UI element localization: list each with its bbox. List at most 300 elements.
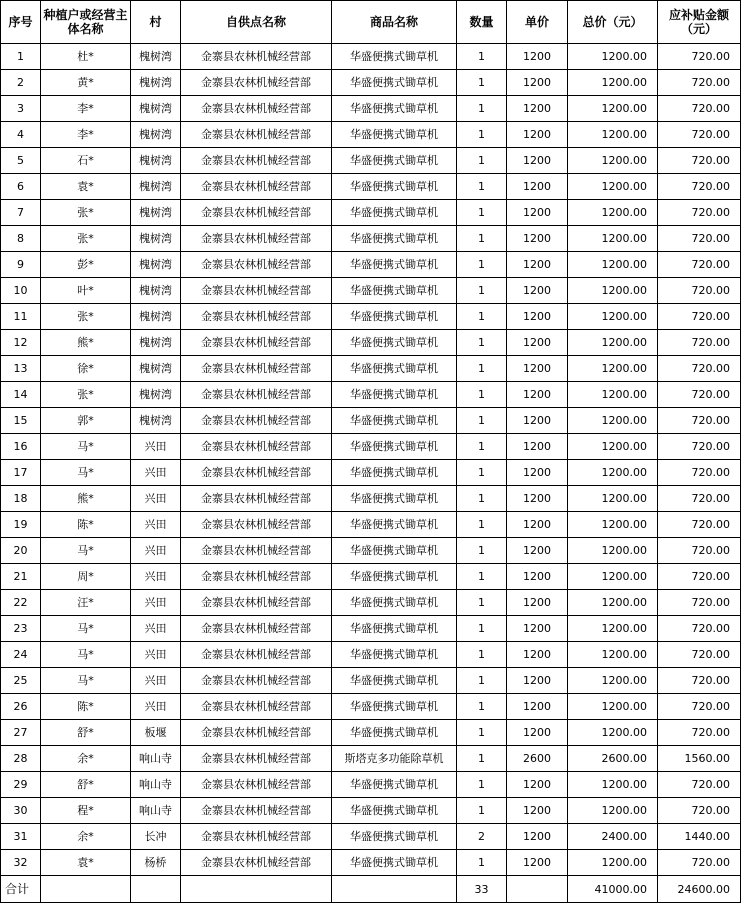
- cell-unit-price: 1200: [507, 252, 568, 278]
- cell-seq: 4: [1, 122, 41, 148]
- cell-unit-price: 1200: [507, 96, 568, 122]
- cell-village: 兴田: [131, 434, 181, 460]
- cell-grower: 张*: [41, 226, 131, 252]
- cell-grower: 徐*: [41, 356, 131, 382]
- cell-subsidy: 720.00: [658, 122, 741, 148]
- table-row: [1, 798, 741, 824]
- cell-product: 华盛便携式锄草机: [332, 512, 457, 538]
- cell-total-price: 1200.00: [568, 356, 658, 382]
- cell-product: 华盛便携式锄草机: [332, 538, 457, 564]
- totals-qty: 33: [457, 876, 507, 903]
- cell-grower: 熊*: [41, 486, 131, 512]
- table-row: [1, 486, 741, 512]
- totals-empty-product: [332, 876, 457, 903]
- cell-subsidy: 720.00: [658, 70, 741, 96]
- cell-unit-price: 1200: [507, 356, 568, 382]
- cell-village: 兴田: [131, 590, 181, 616]
- table-row: [1, 590, 741, 616]
- table-row: [1, 44, 741, 70]
- cell-village: 兴田: [131, 486, 181, 512]
- cell-total-price: 1200.00: [568, 174, 658, 200]
- cell-subsidy: 720.00: [658, 330, 741, 356]
- cell-subsidy: 720.00: [658, 356, 741, 382]
- cell-supplier: 金寨县农林机械经营部: [181, 434, 332, 460]
- cell-supplier: 金寨县农林机械经营部: [181, 330, 332, 356]
- cell-total-price: 1200.00: [568, 642, 658, 668]
- cell-qty: 1: [457, 434, 507, 460]
- cell-seq: 12: [1, 330, 41, 356]
- cell-supplier: 金寨县农林机械经营部: [181, 122, 332, 148]
- cell-seq: 32: [1, 850, 41, 876]
- cell-village: 兴田: [131, 616, 181, 642]
- cell-supplier: 金寨县农林机械经营部: [181, 226, 332, 252]
- cell-total-price: 1200.00: [568, 798, 658, 824]
- cell-supplier: 金寨县农林机械经营部: [181, 850, 332, 876]
- cell-total-price: 1200.00: [568, 486, 658, 512]
- header-supplier: 自供点名称: [181, 1, 332, 44]
- cell-supplier: 金寨县农林机械经营部: [181, 408, 332, 434]
- cell-product: 华盛便携式锄草机: [332, 356, 457, 382]
- cell-total-price: 1200.00: [568, 616, 658, 642]
- table-row: [1, 694, 741, 720]
- cell-grower: 余*: [41, 824, 131, 850]
- header-product: 商品名称: [332, 1, 457, 44]
- cell-qty: 1: [457, 616, 507, 642]
- cell-unit-price: 1200: [507, 512, 568, 538]
- cell-village: 兴田: [131, 538, 181, 564]
- header-seq: 序号: [1, 1, 41, 44]
- totals-empty-village: [131, 876, 181, 903]
- cell-seq: 25: [1, 668, 41, 694]
- cell-qty: 1: [457, 642, 507, 668]
- cell-unit-price: 1200: [507, 460, 568, 486]
- cell-supplier: 金寨县农林机械经营部: [181, 668, 332, 694]
- cell-supplier: 金寨县农林机械经营部: [181, 486, 332, 512]
- cell-subsidy: 720.00: [658, 564, 741, 590]
- cell-supplier: 金寨县农林机械经营部: [181, 460, 332, 486]
- cell-qty: 1: [457, 538, 507, 564]
- cell-grower: 陈*: [41, 694, 131, 720]
- cell-product: 华盛便携式锄草机: [332, 408, 457, 434]
- cell-village: 兴田: [131, 642, 181, 668]
- cell-grower: 彭*: [41, 252, 131, 278]
- cell-seq: 6: [1, 174, 41, 200]
- cell-village: 兴田: [131, 460, 181, 486]
- cell-village: 槐树湾: [131, 122, 181, 148]
- cell-subsidy: 720.00: [658, 512, 741, 538]
- cell-total-price: 2600.00: [568, 746, 658, 772]
- cell-unit-price: 1200: [507, 44, 568, 70]
- totals-label: 合计: [1, 876, 41, 903]
- cell-qty: 1: [457, 70, 507, 96]
- cell-subsidy: 720.00: [658, 382, 741, 408]
- cell-grower: 熊*: [41, 330, 131, 356]
- cell-unit-price: 1200: [507, 304, 568, 330]
- cell-unit-price: 1200: [507, 486, 568, 512]
- cell-supplier: 金寨县农林机械经营部: [181, 512, 332, 538]
- cell-unit-price: 1200: [507, 330, 568, 356]
- cell-seq: 31: [1, 824, 41, 850]
- cell-product: 华盛便携式锄草机: [332, 278, 457, 304]
- cell-village: 槐树湾: [131, 174, 181, 200]
- cell-product: 华盛便携式锄草机: [332, 486, 457, 512]
- cell-subsidy: 720.00: [658, 278, 741, 304]
- cell-village: 槐树湾: [131, 148, 181, 174]
- cell-unit-price: 1200: [507, 70, 568, 96]
- cell-total-price: 1200.00: [568, 512, 658, 538]
- cell-total-price: 2400.00: [568, 824, 658, 850]
- totals-empty-grower: [41, 876, 131, 903]
- cell-subsidy: 720.00: [658, 460, 741, 486]
- cell-grower: 马*: [41, 668, 131, 694]
- cell-seq: 19: [1, 512, 41, 538]
- cell-seq: 1: [1, 44, 41, 70]
- cell-product: 华盛便携式锄草机: [332, 798, 457, 824]
- cell-village: 槐树湾: [131, 200, 181, 226]
- cell-supplier: 金寨县农林机械经营部: [181, 96, 332, 122]
- cell-qty: 1: [457, 798, 507, 824]
- cell-unit-price: 1200: [507, 824, 568, 850]
- cell-village: 响山寺: [131, 798, 181, 824]
- cell-seq: 29: [1, 772, 41, 798]
- cell-seq: 16: [1, 434, 41, 460]
- cell-supplier: 金寨县农林机械经营部: [181, 590, 332, 616]
- cell-total-price: 1200.00: [568, 538, 658, 564]
- totals-subsidy: 24600.00: [658, 876, 741, 903]
- cell-total-price: 1200.00: [568, 850, 658, 876]
- cell-grower: 袁*: [41, 174, 131, 200]
- table-row: [1, 252, 741, 278]
- cell-grower: 石*: [41, 148, 131, 174]
- cell-seq: 10: [1, 278, 41, 304]
- cell-supplier: 金寨县农林机械经营部: [181, 564, 332, 590]
- cell-product: 华盛便携式锄草机: [332, 434, 457, 460]
- cell-village: 槐树湾: [131, 330, 181, 356]
- cell-unit-price: 1200: [507, 174, 568, 200]
- cell-village: 槐树湾: [131, 252, 181, 278]
- cell-village: 槐树湾: [131, 408, 181, 434]
- cell-product: 华盛便携式锄草机: [332, 694, 457, 720]
- table-row: [1, 434, 741, 460]
- cell-product: 华盛便携式锄草机: [332, 460, 457, 486]
- cell-supplier: 金寨县农林机械经营部: [181, 824, 332, 850]
- cell-qty: 1: [457, 330, 507, 356]
- cell-total-price: 1200.00: [568, 460, 658, 486]
- cell-total-price: 1200.00: [568, 720, 658, 746]
- cell-grower: 舒*: [41, 720, 131, 746]
- cell-village: 槐树湾: [131, 304, 181, 330]
- cell-subsidy: 720.00: [658, 226, 741, 252]
- cell-total-price: 1200.00: [568, 252, 658, 278]
- cell-grower: 张*: [41, 304, 131, 330]
- cell-total-price: 1200.00: [568, 694, 658, 720]
- cell-unit-price: 1200: [507, 772, 568, 798]
- cell-grower: 郭*: [41, 408, 131, 434]
- cell-grower: 张*: [41, 382, 131, 408]
- cell-unit-price: 1200: [507, 850, 568, 876]
- cell-total-price: 1200.00: [568, 408, 658, 434]
- cell-seq: 24: [1, 642, 41, 668]
- table-row: [1, 356, 741, 382]
- cell-qty: 1: [457, 460, 507, 486]
- cell-village: 长冲: [131, 824, 181, 850]
- cell-unit-price: 1200: [507, 382, 568, 408]
- cell-seq: 18: [1, 486, 41, 512]
- header-unit-price: 单价: [507, 1, 568, 44]
- cell-qty: 1: [457, 850, 507, 876]
- cell-subsidy: 720.00: [658, 44, 741, 70]
- table-row: [1, 382, 741, 408]
- cell-subsidy: 720.00: [658, 590, 741, 616]
- cell-unit-price: 1200: [507, 616, 568, 642]
- table-row: [1, 746, 741, 772]
- cell-product: 华盛便携式锄草机: [332, 200, 457, 226]
- cell-seq: 26: [1, 694, 41, 720]
- cell-subsidy: 720.00: [658, 694, 741, 720]
- cell-subsidy: 1560.00: [658, 746, 741, 772]
- cell-qty: 1: [457, 486, 507, 512]
- cell-grower: 陈*: [41, 512, 131, 538]
- cell-total-price: 1200.00: [568, 226, 658, 252]
- cell-qty: 1: [457, 122, 507, 148]
- cell-unit-price: 1200: [507, 200, 568, 226]
- cell-subsidy: 720.00: [658, 486, 741, 512]
- cell-subsidy: 720.00: [658, 304, 741, 330]
- cell-supplier: 金寨县农林机械经营部: [181, 44, 332, 70]
- cell-village: 槐树湾: [131, 226, 181, 252]
- header-grower: 种植户或经营主体名称: [41, 1, 131, 44]
- table-row: [1, 278, 741, 304]
- cell-subsidy: 720.00: [658, 668, 741, 694]
- cell-village: 响山寺: [131, 746, 181, 772]
- table-row: [1, 408, 741, 434]
- cell-village: 槐树湾: [131, 382, 181, 408]
- cell-seq: 30: [1, 798, 41, 824]
- cell-grower: 马*: [41, 616, 131, 642]
- cell-unit-price: 1200: [507, 642, 568, 668]
- table-row: [1, 538, 741, 564]
- table-row: [1, 200, 741, 226]
- cell-supplier: 金寨县农林机械经营部: [181, 304, 332, 330]
- cell-grower: 马*: [41, 460, 131, 486]
- cell-supplier: 金寨县农林机械经营部: [181, 694, 332, 720]
- cell-unit-price: 1200: [507, 590, 568, 616]
- cell-unit-price: 1200: [507, 798, 568, 824]
- cell-unit-price: 1200: [507, 408, 568, 434]
- cell-village: 杨桥: [131, 850, 181, 876]
- table-row: [1, 824, 741, 850]
- table-body: [1, 44, 741, 876]
- cell-supplier: 金寨县农林机械经营部: [181, 798, 332, 824]
- cell-subsidy: 720.00: [658, 252, 741, 278]
- cell-subsidy: 720.00: [658, 798, 741, 824]
- cell-product: 华盛便携式锄草机: [332, 96, 457, 122]
- cell-qty: 1: [457, 148, 507, 174]
- cell-supplier: 金寨县农林机械经营部: [181, 252, 332, 278]
- cell-supplier: 金寨县农林机械经营部: [181, 772, 332, 798]
- cell-qty: 1: [457, 382, 507, 408]
- cell-unit-price: 1200: [507, 434, 568, 460]
- cell-total-price: 1200.00: [568, 304, 658, 330]
- cell-supplier: 金寨县农林机械经营部: [181, 278, 332, 304]
- cell-product: 华盛便携式锄草机: [332, 824, 457, 850]
- cell-product: 华盛便携式锄草机: [332, 772, 457, 798]
- cell-seq: 3: [1, 96, 41, 122]
- header-village: 村: [131, 1, 181, 44]
- table-row: [1, 616, 741, 642]
- cell-qty: 1: [457, 356, 507, 382]
- cell-qty: 1: [457, 304, 507, 330]
- cell-qty: 2: [457, 824, 507, 850]
- table-row: [1, 174, 741, 200]
- cell-supplier: 金寨县农林机械经营部: [181, 720, 332, 746]
- cell-product: 华盛便携式锄草机: [332, 616, 457, 642]
- table-row: [1, 720, 741, 746]
- cell-product: 华盛便携式锄草机: [332, 642, 457, 668]
- cell-unit-price: 1200: [507, 668, 568, 694]
- cell-supplier: 金寨县农林机械经营部: [181, 174, 332, 200]
- cell-product: 华盛便携式锄草机: [332, 668, 457, 694]
- header-row: [1, 1, 741, 44]
- cell-total-price: 1200.00: [568, 278, 658, 304]
- cell-grower: 马*: [41, 434, 131, 460]
- cell-total-price: 1200.00: [568, 44, 658, 70]
- cell-product: 华盛便携式锄草机: [332, 590, 457, 616]
- cell-qty: 1: [457, 720, 507, 746]
- cell-grower: 李*: [41, 122, 131, 148]
- cell-subsidy: 1440.00: [658, 824, 741, 850]
- cell-seq: 7: [1, 200, 41, 226]
- cell-village: 兴田: [131, 512, 181, 538]
- cell-subsidy: 720.00: [658, 538, 741, 564]
- cell-subsidy: 720.00: [658, 96, 741, 122]
- cell-village: 槐树湾: [131, 278, 181, 304]
- cell-subsidy: 720.00: [658, 720, 741, 746]
- cell-unit-price: 1200: [507, 720, 568, 746]
- cell-supplier: 金寨县农林机械经营部: [181, 642, 332, 668]
- cell-total-price: 1200.00: [568, 148, 658, 174]
- cell-unit-price: 1200: [507, 122, 568, 148]
- cell-unit-price: 1200: [507, 564, 568, 590]
- cell-unit-price: 2600: [507, 746, 568, 772]
- cell-total-price: 1200.00: [568, 382, 658, 408]
- cell-total-price: 1200.00: [568, 122, 658, 148]
- cell-seq: 13: [1, 356, 41, 382]
- cell-supplier: 金寨县农林机械经营部: [181, 616, 332, 642]
- totals-empty-supplier: [181, 876, 332, 903]
- cell-total-price: 1200.00: [568, 434, 658, 460]
- cell-qty: 1: [457, 408, 507, 434]
- table-row: [1, 642, 741, 668]
- cell-seq: 27: [1, 720, 41, 746]
- cell-supplier: 金寨县农林机械经营部: [181, 746, 332, 772]
- cell-subsidy: 720.00: [658, 616, 741, 642]
- header-subsidy: 应补贴金额（元）: [658, 1, 741, 44]
- cell-unit-price: 1200: [507, 226, 568, 252]
- table-row: [1, 122, 741, 148]
- table-row: [1, 460, 741, 486]
- totals-total-price: 41000.00: [568, 876, 658, 903]
- cell-unit-price: 1200: [507, 148, 568, 174]
- cell-seq: 8: [1, 226, 41, 252]
- cell-grower: 舒*: [41, 772, 131, 798]
- cell-qty: 1: [457, 200, 507, 226]
- cell-product: 华盛便携式锄草机: [332, 70, 457, 96]
- cell-total-price: 1200.00: [568, 70, 658, 96]
- cell-supplier: 金寨县农林机械经营部: [181, 200, 332, 226]
- cell-qty: 1: [457, 96, 507, 122]
- cell-subsidy: 720.00: [658, 642, 741, 668]
- cell-qty: 1: [457, 278, 507, 304]
- cell-seq: 20: [1, 538, 41, 564]
- cell-subsidy: 720.00: [658, 174, 741, 200]
- cell-product: 华盛便携式锄草机: [332, 226, 457, 252]
- cell-village: 槐树湾: [131, 96, 181, 122]
- table-row: [1, 96, 741, 122]
- table-row: [1, 226, 741, 252]
- cell-seq: 14: [1, 382, 41, 408]
- cell-qty: 1: [457, 564, 507, 590]
- table-row: [1, 850, 741, 876]
- cell-grower: 余*: [41, 746, 131, 772]
- table-row: [1, 148, 741, 174]
- cell-village: 槐树湾: [131, 44, 181, 70]
- cell-qty: 1: [457, 252, 507, 278]
- table-row: [1, 564, 741, 590]
- cell-village: 槐树湾: [131, 70, 181, 96]
- table-row: [1, 512, 741, 538]
- cell-seq: 28: [1, 746, 41, 772]
- table-row: [1, 70, 741, 96]
- cell-subsidy: 720.00: [658, 434, 741, 460]
- cell-qty: 1: [457, 590, 507, 616]
- cell-total-price: 1200.00: [568, 564, 658, 590]
- cell-total-price: 1200.00: [568, 96, 658, 122]
- table-row: [1, 304, 741, 330]
- cell-seq: 22: [1, 590, 41, 616]
- totals-row: [1, 876, 741, 903]
- header-total-price: 总价（元）: [568, 1, 658, 44]
- cell-product: 华盛便携式锄草机: [332, 44, 457, 70]
- cell-grower: 张*: [41, 200, 131, 226]
- cell-qty: 1: [457, 694, 507, 720]
- table-row: [1, 772, 741, 798]
- cell-product: 华盛便携式锄草机: [332, 564, 457, 590]
- cell-seq: 17: [1, 460, 41, 486]
- table-row: [1, 668, 741, 694]
- cell-unit-price: 1200: [507, 538, 568, 564]
- cell-seq: 9: [1, 252, 41, 278]
- cell-total-price: 1200.00: [568, 668, 658, 694]
- cell-village: 板堰: [131, 720, 181, 746]
- cell-subsidy: 720.00: [658, 200, 741, 226]
- cell-grower: 李*: [41, 96, 131, 122]
- cell-grower: 杜*: [41, 44, 131, 70]
- cell-seq: 5: [1, 148, 41, 174]
- cell-seq: 15: [1, 408, 41, 434]
- cell-grower: 马*: [41, 538, 131, 564]
- cell-supplier: 金寨县农林机械经营部: [181, 148, 332, 174]
- cell-seq: 21: [1, 564, 41, 590]
- cell-grower: 袁*: [41, 850, 131, 876]
- cell-qty: 1: [457, 772, 507, 798]
- cell-total-price: 1200.00: [568, 590, 658, 616]
- cell-seq: 11: [1, 304, 41, 330]
- cell-supplier: 金寨县农林机械经营部: [181, 70, 332, 96]
- cell-product: 华盛便携式锄草机: [332, 382, 457, 408]
- cell-village: 兴田: [131, 668, 181, 694]
- cell-product: 华盛便携式锄草机: [332, 174, 457, 200]
